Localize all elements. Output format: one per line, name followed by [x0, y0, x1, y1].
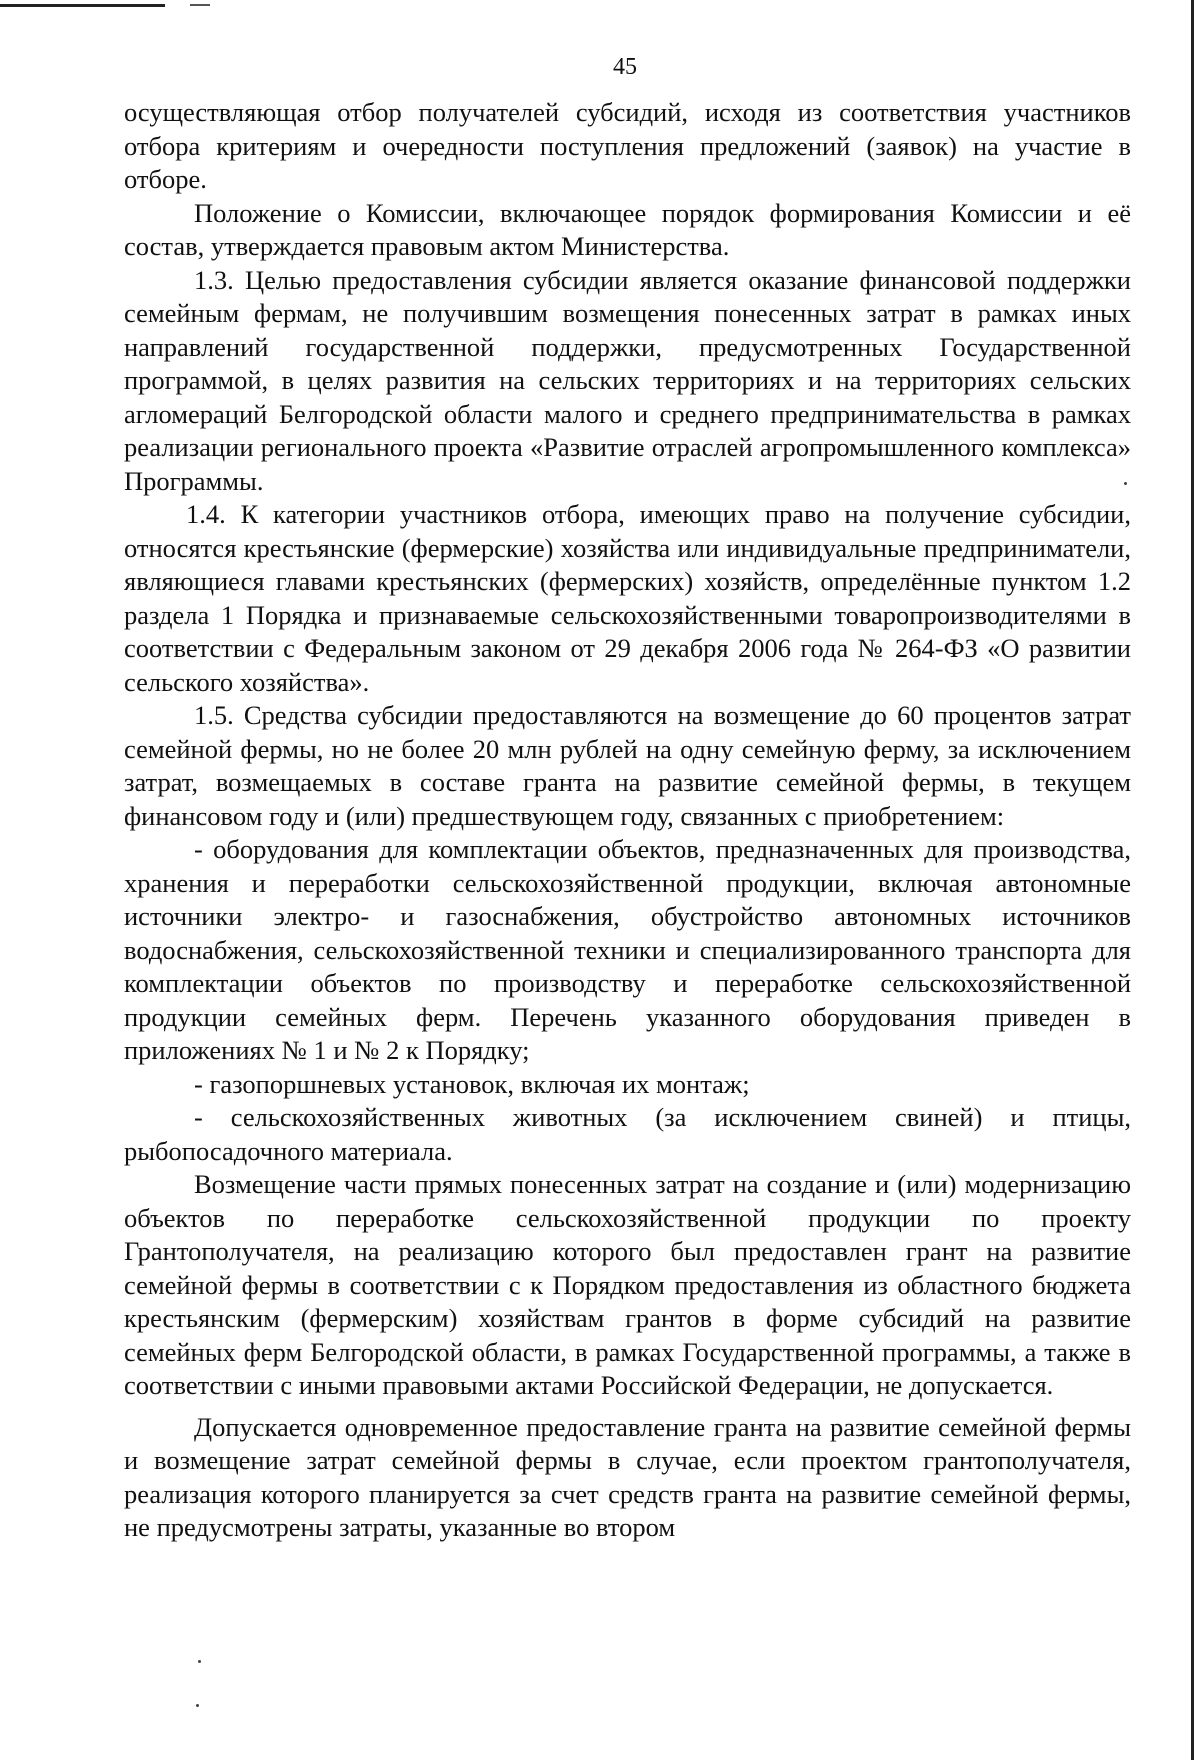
- paragraph-simultaneous-grant: Допускается одновременное предоставление гранта на развитие семейной фермы и возмещение затрат семейной фермы в случае, если проектом грантополучателя, реализация которого планируется за счет средств гранта на развитие семейной фермы, не предусмотрены затраты, указанные во втором: [124, 1411, 1131, 1542]
- scan-artifact-top-small: [190, 4, 210, 6]
- paragraph-1-4: 1.4. К категории участников отбора, имеющих право на получение субсидии, относятся крестьянские (фермерские) хозяйства или индивидуальные предприниматели, являющиеся главами крестьянских (фермерских) хозяйств, определённые пунктом 1.2 раздела 1 Порядка и признаваемые сельскохозяйственными товаропроизводителями в соответствии с Федеральным законом от 29 декабря 2006 года № 264-ФЗ «О развитии сельского хозяйства».: [124, 499, 1131, 697]
- page-number: 45: [613, 54, 637, 80]
- paragraph-commission: Положение о Комиссии, включающее порядок формирования Комиссии и её состав, утверждается правовым актом Министерства.: [124, 197, 1131, 261]
- scan-speck: [196, 1704, 199, 1707]
- paragraph-1-3: 1.3. Целью предоставления субсидии является оказание финансовой поддержки семейным фермам, не получившим возмещения понесенных затрат в рамках иных направлений государственной поддержки, предусмотренных Государственной программой, в целях развития на сельских территориях и на территориях сельских агломераций Белгородской области малого и среднего предпринимательства в рамках реализации регионального проекта «Развитие отраслей агропромышленного комплекса» Программы.: [124, 264, 1131, 496]
- paragraph-1-5: 1.5. Средства субсидии предоставляются на возмещение до 60 процентов затрат семейной фермы, но не более 20 млн рублей на одну семейную ферму, за исключением затрат, возмещаемых в составе гранта на развитие семейной фермы, в текущем финансовом году и (или) предшествующем году, связанных с приобретением:: [124, 700, 1131, 831]
- list-item-animals: - сельскохозяйственных животных (за исключением свиней) и птицы, рыбопосадочного материала.: [124, 1102, 1131, 1166]
- scan-speck: [198, 1660, 201, 1663]
- document-body: [124, 96, 1131, 1545]
- paragraph-continuation: осуществляющая отбор получателей субсидий, исходя из соответствия участников отбора критериям и очередности поступления предложений (заявок) на участие в отборе.: [124, 97, 1131, 194]
- list-item-equipment: - оборудования для комплектации объектов, предназначенных для производства, хранения и переработки сельскохозяйственной продукции, включая автономные источники электро- и газоснабжения, обустройство автономных источников водоснабжения, сельскохозяйственной техники и специализированного транспорта для комплектации объектов по производству и переработке сельскохозяйственной продукции семейных ферм. Перечень указанного оборудования приведен в приложениях № 1 и № 2 к Порядку;: [124, 834, 1131, 1065]
- paragraph-reimbursement: Возмещение части прямых понесенных затрат на создание и (или) модернизацию объектов по переработке сельскохозяйственной продукции по проекту Грантополучателя, на реализацию которого был предоставлен грант на развитие семейной фермы в соответствии с к Порядком предоставления из областного бюджета крестьянским (фермерским) хозяйствам грантов в форме субсидий на развитие семейных ферм Белгородской области, в рамках Государственной программы, а также в соответствии с иными правовыми актами Российской Федерации, не допускается.: [124, 1169, 1131, 1400]
- scan-speck: [1124, 482, 1127, 485]
- list-item-gas-units: - газопоршневых установок, включая их монтаж;: [194, 1068, 750, 1099]
- scan-edge-line: [1191, 0, 1194, 1760]
- scan-artifact-top: [0, 4, 165, 7]
